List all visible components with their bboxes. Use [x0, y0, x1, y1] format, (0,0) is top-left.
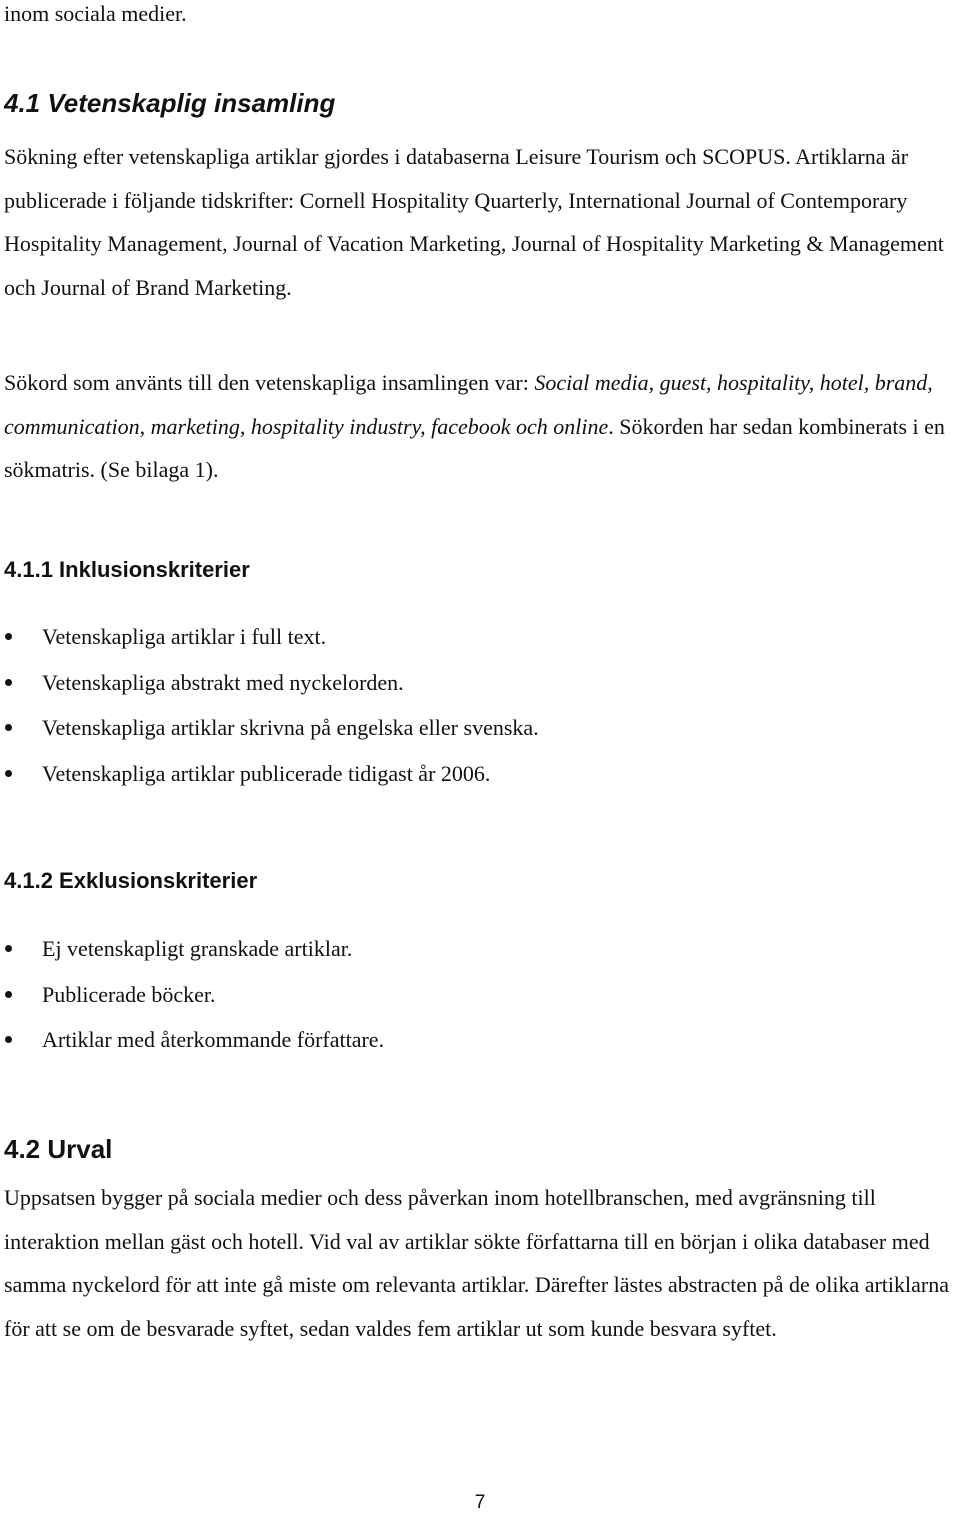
- list-item-text: Ej vetenskapligt granskade artiklar.: [42, 936, 353, 961]
- section-heading-4-1-2: 4.1.2 Exklusionskriterier: [4, 868, 258, 893]
- list-item-text: Vetenskapliga artiklar skrivna på engelska eller svenska.: [42, 715, 539, 740]
- list-item: [4, 1017, 384, 1063]
- list-item: [4, 972, 384, 1018]
- list-item-text: Artiklar med återkommande författare.: [42, 1027, 385, 1052]
- bullet-icon: [5, 633, 12, 640]
- paragraph-databases: Sökning efter vetenskapliga artiklar gjordes i databaserna Leisure Tourism och SCOPUS. Artiklarna är publicerade i följande tidskrifter: Cornell Hospitality Quarterly, International Journal of Contemporary Hospitality Management, Journal of Vacation Marketing, Journal of Hospitality Marketing & Management och Journal of Brand Marketing.: [4, 144, 944, 300]
- exclusion-criteria-list: [4, 926, 384, 1063]
- list-item: [4, 660, 539, 706]
- list-item: [4, 614, 539, 660]
- search-terms-lead: Sökord som använts till den vetenskapliga insamlingen var:: [4, 370, 535, 395]
- list-item-text: Vetenskapliga artiklar publicerade tidigast år 2006.: [42, 760, 491, 786]
- bullet-icon: [5, 770, 12, 777]
- search-keywords: Social media, guest, hospitality, hotel, brand, communication, marketing, hospitality industry, facebook och online: [4, 370, 933, 439]
- bullet-icon: [5, 945, 12, 952]
- bullet-icon: [5, 991, 12, 998]
- section-heading-4-1: 4.1 Vetenskaplig insamling: [4, 88, 336, 118]
- paragraph-search-terms: [4, 361, 956, 492]
- bullet-icon: [5, 724, 12, 731]
- inclusion-criteria-list: [4, 614, 539, 796]
- list-item: [4, 926, 384, 972]
- list-item: [4, 705, 539, 751]
- bullet-icon: [5, 679, 12, 686]
- search-terms-tail: . Sökorden har sedan kombinerats i en sökmatris. (Se bilaga 1).: [4, 413, 945, 482]
- intro-fragment: inom sociala medier.: [4, 1, 187, 26]
- list-item-text: Vetenskapliga abstrakt med nyckelorden.: [42, 669, 404, 695]
- section-heading-4-1-1: 4.1.1 Inklusionskriterier: [4, 557, 250, 582]
- bullet-icon: [5, 1036, 12, 1043]
- section-heading-4-2: 4.2 Urval: [4, 1134, 113, 1164]
- list-item-text: Publicerade böcker.: [42, 981, 216, 1007]
- list-item: [4, 751, 539, 797]
- list-item-text: Vetenskapliga artiklar i full text.: [42, 624, 327, 649]
- paragraph-selection: Uppsatsen bygger på sociala medier och dess påverkan inom hotellbranschen, med avgränsning till interaktion mellan gäst och hotell. Vid val av artiklar sökte författarna till en början i olika databaser med samma nyckelord för att inte gå miste om relevanta artiklar. Därefter lästes abstracten på de olika artiklarna för att se om de besvarade syftet, sedan valdes fem artiklar ut som kunde besvara syftet.: [4, 1185, 949, 1341]
- page-number: 7: [474, 1492, 486, 1513]
